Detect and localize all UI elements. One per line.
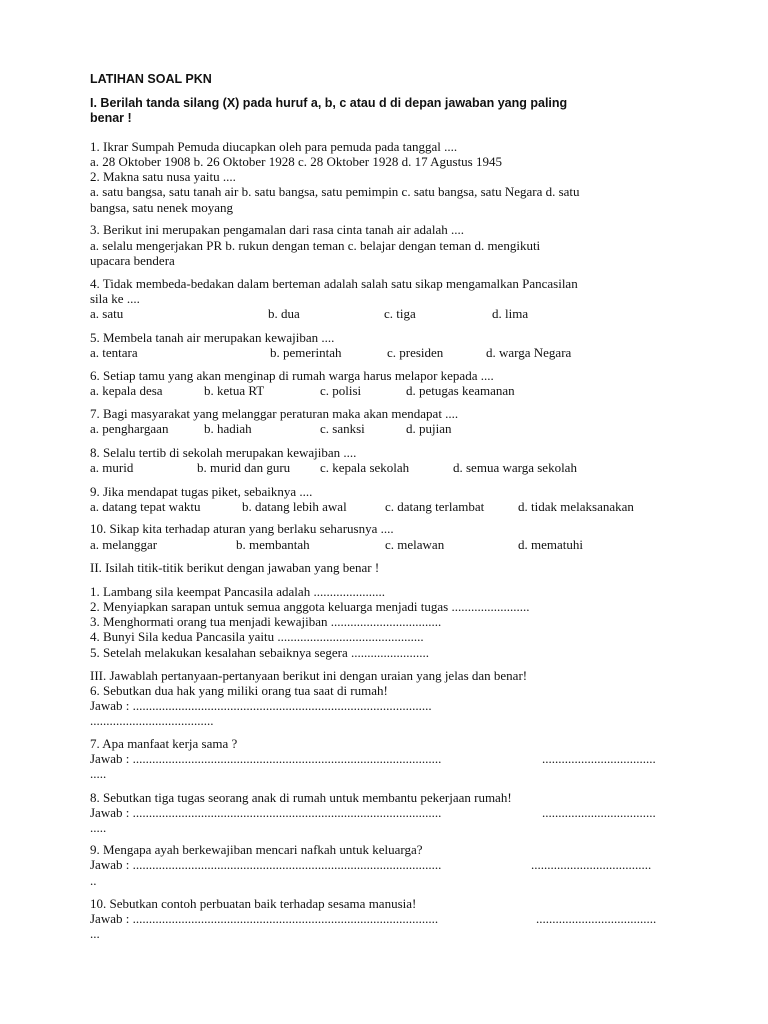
- question-4-option-d: d. lima: [492, 306, 529, 321]
- essay-answer-10: Jawab : ..............................................................................................: [90, 911, 439, 926]
- essay-answer-10-cont: ...: [90, 926, 100, 941]
- essay-answer-9-dots: .....................................: [531, 857, 652, 872]
- question-2-options: a. satu bangsa, satu tanah air b. satu bangsa, satu pemimpin c. satu bangsa, satu Negara d. satu: [90, 184, 580, 199]
- question-4-option-b: b. dua: [268, 306, 300, 321]
- section2-instruction: II. Isilah titik-titik berikut dengan jawaban yang benar !: [90, 560, 380, 575]
- section2-item-3: 3. Menghormati orang tua menjadi kewajiban ..................................: [90, 614, 442, 629]
- question-1: 1. Ikrar Sumpah Pemuda diucapkan oleh para pemuda pada tanggal ....: [90, 139, 458, 154]
- essay-answer-8: Jawab : ...............................................................................................: [90, 805, 442, 820]
- question-7: 7. Bagi masyarakat yang melanggar peraturan maka akan mendapat ....: [90, 406, 459, 421]
- essay-question-7: 7. Apa manfaat kerja sama ?: [90, 736, 238, 751]
- question-6-option-a: a. kepala desa: [90, 383, 163, 398]
- section2-item-5: 5. Setelah melakukan kesalahan sebaiknya segera ........................: [90, 645, 429, 660]
- question-6-option-c: c. polisi: [320, 383, 362, 398]
- essay-answer-7-dots: ...................................: [542, 751, 656, 766]
- question-10-option-a: a. melanggar: [90, 537, 158, 552]
- question-8-option-d: d. semua warga sekolah: [453, 460, 577, 475]
- question-7-option-c: c. sanksi: [320, 421, 365, 436]
- question-9-option-c: c. datang terlambat: [385, 499, 485, 514]
- essay-answer-8-dots: ...................................: [542, 805, 656, 820]
- question-8-option-b: b. murid dan guru: [197, 460, 291, 475]
- question-5-option-a: a. tentara: [90, 345, 138, 360]
- essay-answer-9-cont: ..: [90, 873, 97, 888]
- question-4-option-c: c. tiga: [384, 306, 416, 321]
- section2-item-1: 1. Lambang sila keempat Pancasila adalah ......................: [90, 584, 385, 599]
- question-2-options-cont: bangsa, satu nenek moyang: [90, 200, 233, 215]
- question-6-option-d: d. petugas keamanan: [406, 383, 515, 398]
- section3-instruction: III. Jawablah pertanyaan-pertanyaan berikut ini dengan uraian yang jelas dan benar!: [90, 668, 528, 683]
- question-9-option-b: b. datang lebih awal: [242, 499, 347, 514]
- question-10-option-c: c. melawan: [385, 537, 445, 552]
- question-8: 8. Selalu tertib di sekolah merupakan kewajiban ....: [90, 445, 357, 460]
- essay-answer-6-cont: ......................................: [90, 713, 214, 728]
- question-10: 10. Sikap kita terhadap aturan yang berlaku seharusnya ....: [90, 521, 394, 536]
- essay-question-10: 10. Sebutkan contoh perbuatan baik terhadap sesama manusia!: [90, 896, 417, 911]
- question-9: 9. Jika mendapat tugas piket, sebaiknya ....: [90, 484, 313, 499]
- essay-answer-7: Jawab : ...............................................................................................: [90, 751, 442, 766]
- question-5: 5. Membela tanah air merupakan kewajiban ....: [90, 330, 335, 345]
- question-7-option-a: a. penghargaan: [90, 421, 169, 436]
- essay-answer-7-cont: .....: [90, 766, 107, 781]
- section1-instruction: I. Berilah tanda silang (X) pada huruf a, b, c atau d di depan jawaban yang paling: [90, 96, 568, 110]
- essay-answer-9: Jawab : ...............................................................................................: [90, 857, 442, 872]
- question-1-options: a. 28 Oktober 1908 b. 26 Oktober 1928 c. 28 Oktober 1928 d. 17 Agustus 1945: [90, 154, 502, 169]
- question-10-option-b: b. membantah: [236, 537, 310, 552]
- essay-answer-6: Jawab : ............................................................................................: [90, 698, 432, 713]
- essay-question-6: 6. Sebutkan dua hak yang miliki orang tua saat di rumah!: [90, 683, 388, 698]
- question-8-option-c: c. kepala sekolah: [320, 460, 410, 475]
- question-2: 2. Makna satu nusa yaitu ....: [90, 169, 236, 184]
- section1-instruction-cont: benar !: [90, 111, 132, 125]
- question-9-option-d: d. tidak melaksanakan: [518, 499, 634, 514]
- essay-question-9: 9. Mengapa ayah berkewajiban mencari nafkah untuk keluarga?: [90, 842, 423, 857]
- question-4: 4. Tidak membeda-bedakan dalam berteman adalah salah satu sikap mengamalkan Pancasilan: [90, 276, 578, 291]
- question-10-option-d: d. mematuhi: [518, 537, 583, 552]
- question-7-option-d: d. pujian: [406, 421, 452, 436]
- essay-answer-10-dots: .....................................: [536, 911, 657, 926]
- question-6-option-b: b. ketua RT: [204, 383, 265, 398]
- page-title: LATIHAN SOAL PKN: [90, 72, 212, 86]
- question-5-option-c: c. presiden: [387, 345, 444, 360]
- essay-question-8: 8. Sebutkan tiga tugas seorang anak di rumah untuk membantu pekerjaan rumah!: [90, 790, 512, 805]
- section2-item-4: 4. Bunyi Sila kedua Pancasila yaitu .............................................: [90, 629, 424, 644]
- essay-answer-8-cont: .....: [90, 820, 107, 835]
- question-9-option-a: a. datang tepat waktu: [90, 499, 201, 514]
- question-4-cont: sila ke ....: [90, 291, 140, 306]
- question-5-option-d: d. warga Negara: [486, 345, 572, 360]
- question-5-option-b: b. pemerintah: [270, 345, 342, 360]
- question-4-option-a: a. satu: [90, 306, 124, 321]
- question-3-options: a. selalu mengerjakan PR b. rukun dengan teman c. belajar dengan teman d. mengikuti: [90, 238, 541, 253]
- question-3-options-cont: upacara bendera: [90, 253, 175, 268]
- section2-item-2: 2. Menyiapkan sarapan untuk semua anggota keluarga menjadi tugas ........................: [90, 599, 530, 614]
- question-3: 3. Berikut ini merupakan pengamalan dari rasa cinta tanah air adalah ....: [90, 222, 464, 237]
- question-7-option-b: b. hadiah: [204, 421, 252, 436]
- question-6: 6. Setiap tamu yang akan menginap di rumah warga harus melapor kepada ....: [90, 368, 494, 383]
- question-8-option-a: a. murid: [90, 460, 134, 475]
